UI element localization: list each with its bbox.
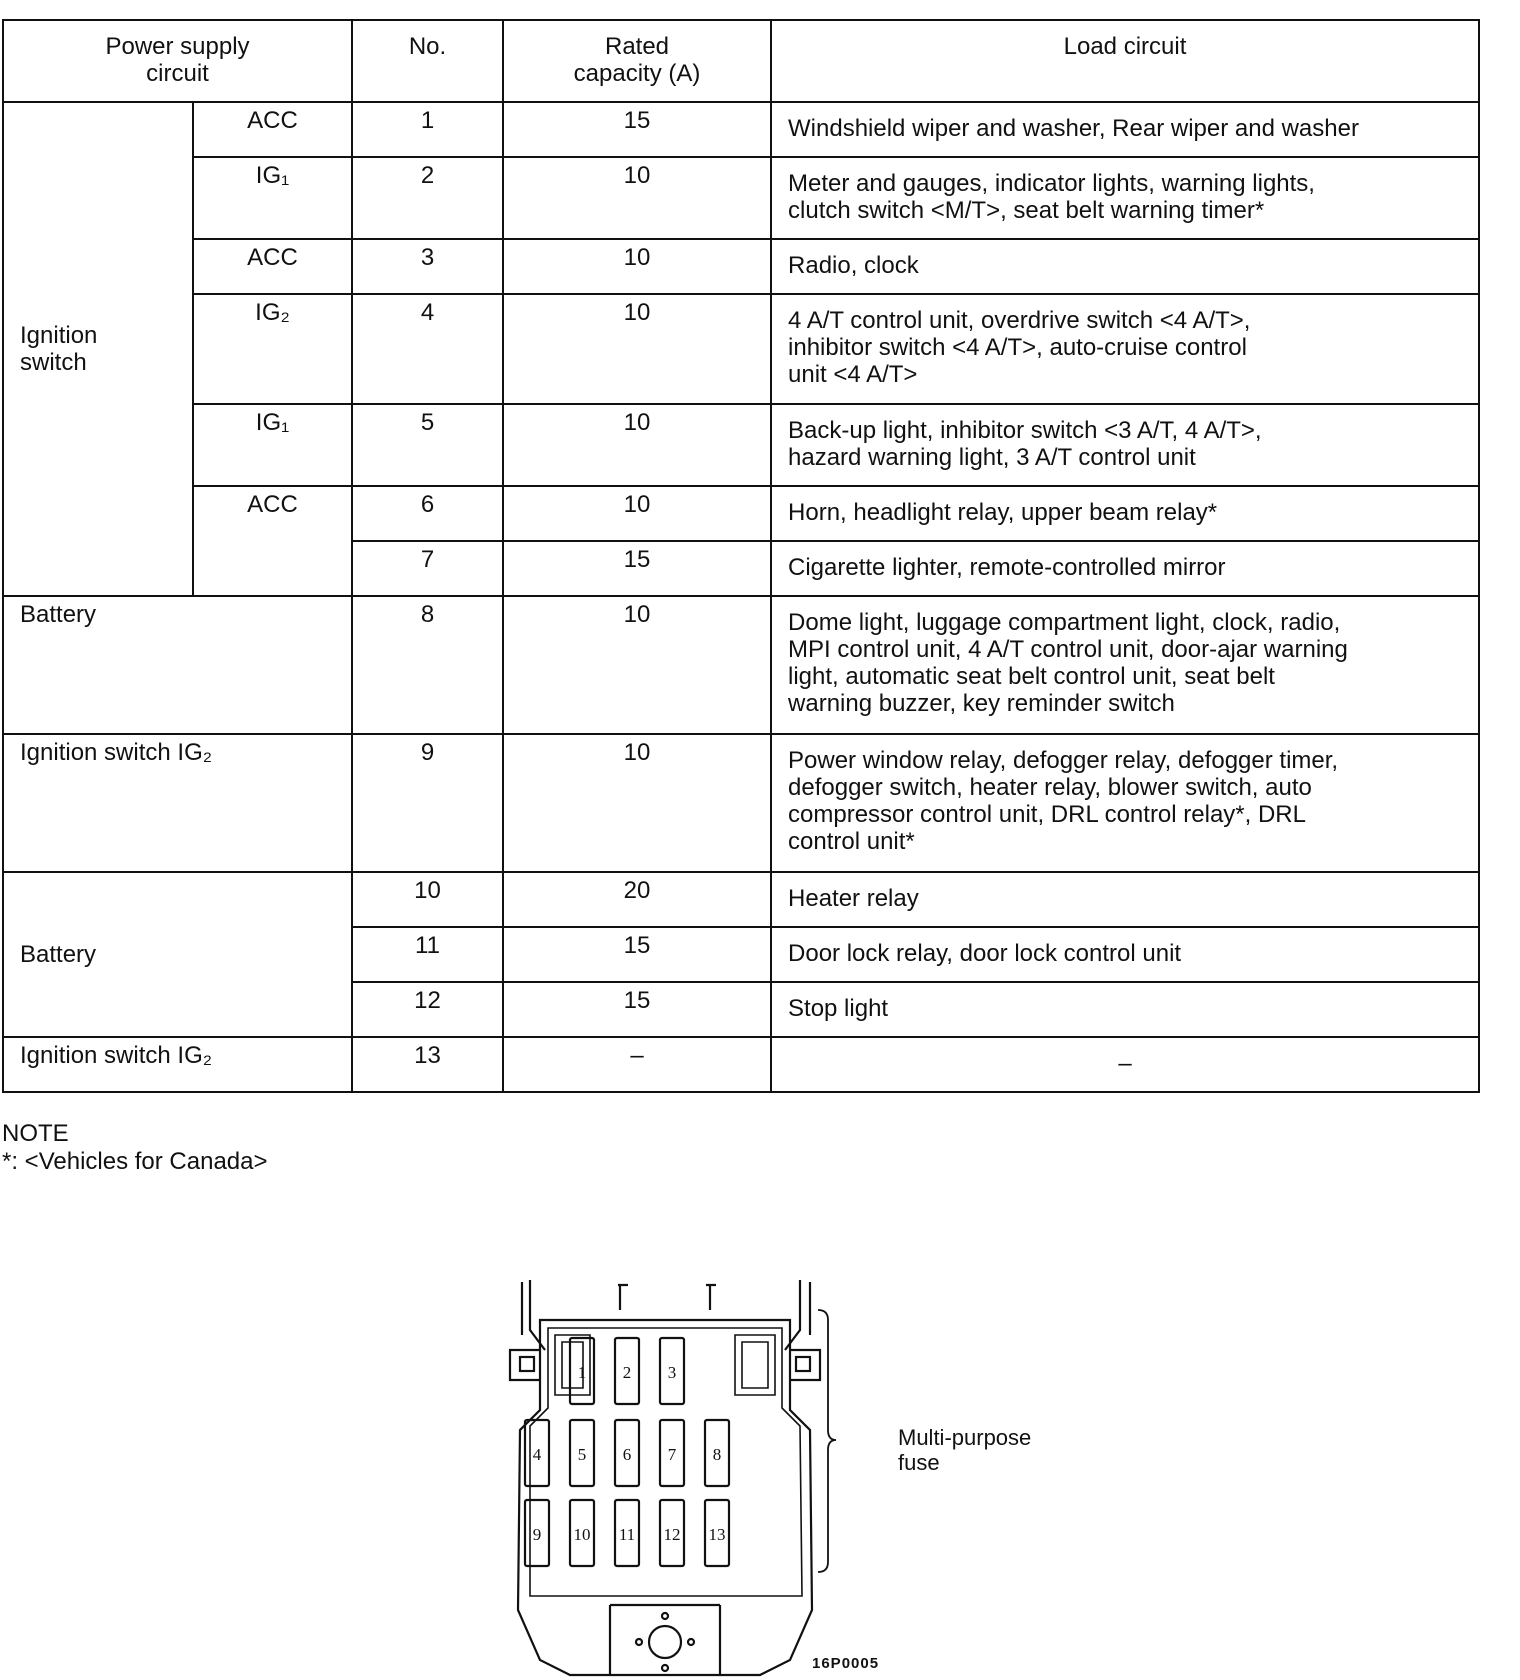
table-row: [3, 1037, 1479, 1092]
table-row: [3, 596, 1479, 734]
mount-hole: [649, 1626, 681, 1658]
sub-circuit: ACC: [193, 239, 352, 294]
load-circuit: Dome light, luggage compartment light, clock, radio, MPI control unit, 4 A/T control unit, door-ajar warning light, automatic seat belt control unit, seat belt warning buzzer, key reminder switch: [771, 596, 1479, 734]
fuse-number: 7: [667, 1445, 677, 1464]
side-tab-slot: [796, 1357, 810, 1371]
rated-capacity: 15: [503, 927, 771, 982]
fuse-no: 5: [352, 404, 503, 486]
sub-circuit: IG₂: [193, 294, 352, 404]
sub-circuit: IG₁: [193, 404, 352, 486]
header-row: [3, 20, 1479, 102]
load-circuit: Meter and gauges, indicator lights, warning lights, clutch switch <M/T>, seat belt warning timer*: [771, 157, 1479, 239]
multi-purpose-fuse-label: Multi-purpose fuse: [898, 1425, 1032, 1475]
load-circuit: –: [771, 1037, 1479, 1092]
fuse-number: 2: [622, 1363, 632, 1382]
fuse-number: 6: [622, 1445, 632, 1464]
fuse-number: 10: [573, 1525, 591, 1544]
load-circuit: Windshield wiper and washer, Rear wiper and washer: [771, 102, 1479, 157]
group-ignition-switch: Ignition switch: [3, 102, 193, 596]
load-circuit: Power window relay, defogger relay, defogger timer, defogger switch, heater relay, blower switch, auto compressor control unit, DRL control relay*, DRL control unit*: [771, 734, 1479, 872]
load-circuit: Stop light: [771, 982, 1479, 1037]
header-rated: Rated capacity (A): [503, 20, 771, 102]
load-circuit: 4 A/T control unit, overdrive switch <4 A/T>, inhibitor switch <4 A/T>, auto-cruise control unit <4 A/T>: [771, 294, 1479, 404]
table-row: [3, 102, 1479, 157]
group-battery: Battery: [3, 872, 352, 1037]
fuse-no: 6: [352, 486, 503, 541]
fuse-no: 8: [352, 596, 503, 734]
connector-outline: [735, 1335, 775, 1395]
fuse-no: 1: [352, 102, 503, 157]
rated-capacity: 20: [503, 872, 771, 927]
load-circuit: Heater relay: [771, 872, 1479, 927]
mount-dot: [636, 1639, 642, 1645]
fuse-number: 8: [712, 1445, 722, 1464]
fuse-number: 13: [708, 1525, 726, 1544]
rated-capacity: 10: [503, 486, 771, 541]
load-circuit: Door lock relay, door lock control unit: [771, 927, 1479, 982]
mount-dot: [662, 1613, 668, 1619]
side-tab-slot: [520, 1357, 534, 1371]
rated-capacity: 15: [503, 102, 771, 157]
mount-dot: [688, 1639, 694, 1645]
table-row: [3, 734, 1479, 872]
load-circuit: Back-up light, inhibitor switch <3 A/T, 4 A/T>, hazard warning light, 3 A/T control unit: [771, 404, 1479, 486]
fuse-box-diagram: [500, 1280, 860, 1680]
rated-capacity: –: [503, 1037, 771, 1092]
side-tab: [790, 1350, 820, 1380]
sub-circuit: ACC: [193, 102, 352, 157]
rated-capacity: 10: [503, 596, 771, 734]
fuse-number: 4: [532, 1445, 542, 1464]
fuse-number: 3: [667, 1363, 677, 1382]
table-row: [3, 239, 1479, 294]
fuse-no: 7: [352, 541, 503, 596]
sub-circuit: ACC: [193, 486, 352, 596]
fuse-no: 12: [352, 982, 503, 1037]
fuse-no: 9: [352, 734, 503, 872]
rated-capacity: 10: [503, 404, 771, 486]
header-load: Load circuit: [771, 20, 1479, 102]
note-title: NOTE: [2, 1120, 69, 1147]
table-row: [3, 872, 1479, 927]
table-row: [3, 294, 1479, 404]
figure-code: 16P0005: [812, 1655, 880, 1672]
rated-capacity: 10: [503, 157, 771, 239]
rated-capacity: 15: [503, 982, 771, 1037]
clip-outline: [618, 1285, 628, 1310]
fuse-no: 4: [352, 294, 503, 404]
fuse-number: 9: [532, 1525, 542, 1544]
fuse-no: 11: [352, 927, 503, 982]
group-battery: Battery: [3, 596, 352, 734]
fuse-number: 11: [618, 1525, 636, 1544]
clip-outline: [706, 1285, 716, 1310]
side-tab: [510, 1350, 540, 1380]
clip-outline: [785, 1280, 800, 1350]
rated-capacity: 15: [503, 541, 771, 596]
fuse-no: 10: [352, 872, 503, 927]
fuse-no: 13: [352, 1037, 503, 1092]
mount-dot: [662, 1665, 668, 1671]
load-circuit: Radio, clock: [771, 239, 1479, 294]
header-power-supply: Power supply circuit: [3, 20, 352, 102]
fuse-number: 1: [577, 1363, 587, 1382]
clip-outline: [530, 1280, 545, 1350]
note-text: *: <Vehicles for Canada>: [2, 1148, 268, 1175]
fuse-table: [2, 19, 1480, 1093]
group-ignition-ig2: Ignition switch IG₂: [3, 734, 352, 872]
load-circuit: Horn, headlight relay, upper beam relay*: [771, 486, 1479, 541]
rated-capacity: 10: [503, 294, 771, 404]
fuse-no: 2: [352, 157, 503, 239]
table-row: [3, 404, 1479, 486]
header-no: No.: [352, 20, 503, 102]
load-circuit: Cigarette lighter, remote-controlled mirror: [771, 541, 1479, 596]
rated-capacity: 10: [503, 239, 771, 294]
fuse-no: 3: [352, 239, 503, 294]
fuse-number: 12: [663, 1525, 681, 1544]
fuse-number: 5: [577, 1445, 587, 1464]
table-row: [3, 486, 1479, 541]
rated-capacity: 10: [503, 734, 771, 872]
note: [2, 1120, 268, 1176]
sub-circuit: IG₁: [193, 157, 352, 239]
table-row: [3, 157, 1479, 239]
group-ignition-ig2: Ignition switch IG₂: [3, 1037, 352, 1092]
